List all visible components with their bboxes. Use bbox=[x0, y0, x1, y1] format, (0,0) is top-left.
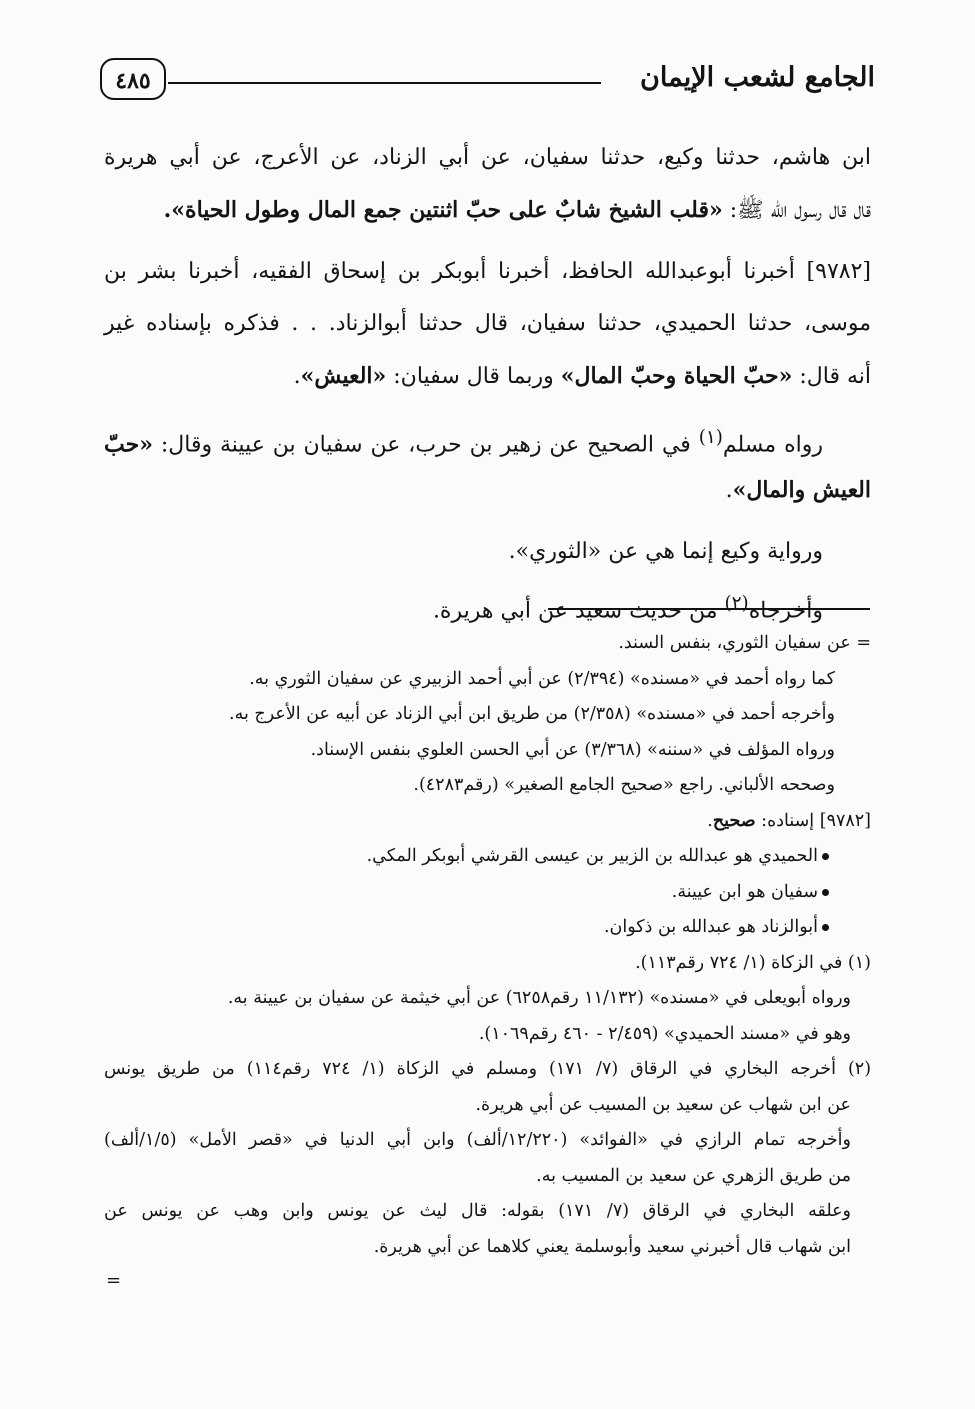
paragraph-hadith-9782 bbox=[104, 246, 871, 402]
text-line: العيش والمال». bbox=[725, 477, 871, 503]
footnote-line: ورواه أبويعلى في «مسنده» (١١/١٣٢ رقم٦٢٥٨) عن أبي خيثمة عن سفيان بن عيينة به. bbox=[227, 988, 851, 1008]
footnote-line: وصححه الألباني. راجع «صحيح الجامع الصغير» (رقم٤٢٨٣). bbox=[413, 775, 835, 795]
text-line: ابن هاشم، حدثنا وكيع، حدثنا سفيان، عن أبي الزناد، عن الأعرج، عن أبي هريرة bbox=[104, 145, 871, 170]
header-rule bbox=[168, 82, 601, 84]
footnote-separator bbox=[548, 608, 870, 610]
paragraph-akhrajah: وأخرجاه$^{(٢)}$ من حديث سعيد عن أبي هريرة. bbox=[432, 593, 823, 624]
paragraph-hadith-1 bbox=[104, 132, 871, 236]
footnote-line: [٩٧٨٢] إسناده: صحيح. bbox=[707, 810, 871, 831]
footnote-line: سفيان هو ابن عيينة. bbox=[104, 875, 871, 911]
text-line: رواه مسلم$^{(١)}$ في الصحيح عن زهير بن حرب، عن سفيان بن عيينة وقال: «حبّ bbox=[104, 427, 823, 458]
footnote-line: أبوالزناد هو عبدالله بن ذكوان. bbox=[104, 910, 871, 946]
text-line: [٩٧٨٢] أخبرنا أبوعبدالله الحافظ، أخبرنا أبوبكر بن إسحاق الفقيه، أخبرنا بشر بن bbox=[104, 259, 871, 284]
footnote-line: ورواه المؤلف في «سننه» (٣/٣٦٨) عن أبي الحسن العلوي بنفس الإسناد. bbox=[310, 739, 835, 760]
bullet-icon bbox=[822, 853, 829, 860]
text-line: قال قال رسول الله ﷺ: «قلب الشيخ شابٌ على حبّ اثنتين جمع المال وطول الحياة». bbox=[163, 197, 871, 223]
page-number: ٤٨٥ bbox=[100, 58, 166, 100]
footnote-line: من طريق الزهري عن سعيد بن المسيب به. bbox=[536, 1165, 851, 1186]
running-title: الجامع لشعب الإيمان bbox=[640, 62, 875, 93]
continuation-mark: = bbox=[106, 1270, 122, 1291]
footnote-line: = عن سفيان الثوري، بنفس السند. bbox=[618, 633, 871, 653]
footnotes bbox=[104, 626, 871, 1265]
footnote-line: كما رواه أحمد في «مسنده» (٢/٣٩٤) عن أبي أحمد الزبيري عن سفيان الثوري به. bbox=[249, 668, 835, 689]
bullet-icon bbox=[822, 924, 829, 931]
footnote-line: (٢) أخرجه البخاري في الرقاق (٧/ ١٧١) ومسلم في الزكاة (١/ ٧٢٤ رقم١١٤) من طريق يونس bbox=[104, 1059, 872, 1079]
hadith-quote: «قلب الشيخ شابٌ على حبّ اثنتين جمع المال وطول الحياة». bbox=[163, 197, 723, 223]
footnote-line: وأخرجه أحمد في «مسنده» (٢/٣٥٨) من طريق ابن أبي الزناد عن أبيه عن الأعرج به. bbox=[229, 704, 835, 724]
footnote-line: وعلقه البخاري في الرقاق (٧/ ١٧١) بقوله: قال ليث عن يونس وابن وهب عن يونس عن bbox=[104, 1201, 852, 1221]
bullet-icon bbox=[822, 889, 829, 896]
footnote-ref: (٢) bbox=[724, 593, 749, 614]
paragraph-waki-note: ورواية وكيع إنما هي عن «الثوري». bbox=[508, 539, 823, 564]
main-text bbox=[104, 132, 871, 630]
footnote-ref: (١) bbox=[698, 427, 723, 448]
text-line: موسى، حدثنا الحميدي، حدثنا سفيان، قال حدثنا أبوالزناد. . . فذكره بإسناده غير bbox=[104, 311, 871, 336]
footnote-line: (١) في الزكاة (١/ ٧٢٤ رقم١١٣). bbox=[635, 952, 871, 973]
footnote-line: عن ابن شهاب عن سعيد بن المسيب عن أبي هريرة. bbox=[475, 1094, 851, 1115]
footnote-line: وهو في «مسند الحميدي» (٢/٤٥٩ - ٤٦٠ رقم١٠٦٩). bbox=[478, 1023, 851, 1044]
text-line: أنه قال: «حبّ الحياة وحبّ المال» وربما قال سفيان: «العيش». bbox=[293, 363, 871, 389]
footnote-line: الحميدي هو عبدالله بن الزبير بن عيسى القرشي أبوبكر المكي. bbox=[104, 839, 871, 875]
footnote-line: وأخرجه تمام الرازي في «الفوائد» (١٢/٢٢٠/ألف) وابن أبي الدنيا في «قصر الأمل» (١/٥/ألف) bbox=[104, 1130, 851, 1150]
footnote-line: ابن شهاب قال أخبرني سعيد وأبوسلمة يعني كلاهما عن أبي هريرة. bbox=[373, 1236, 851, 1257]
page-header bbox=[100, 56, 875, 108]
paragraph-muslim-narration bbox=[104, 412, 871, 516]
